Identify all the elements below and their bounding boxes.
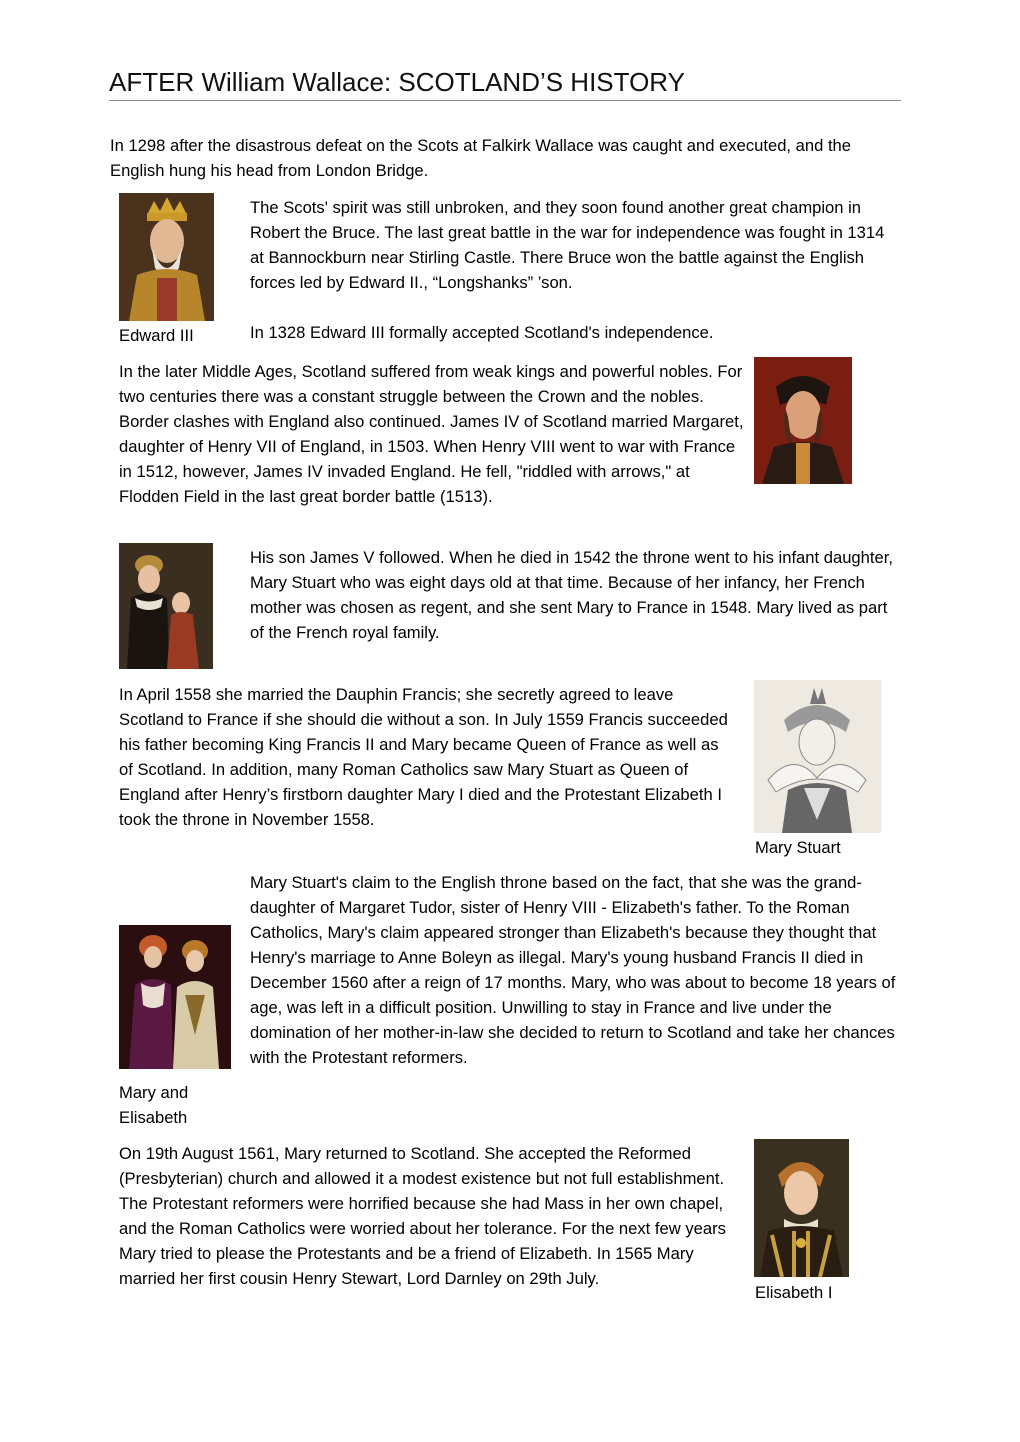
mary-and-elisabeth-caption-line2: Elisabeth (119, 1108, 188, 1127)
james-iv-portrait-image (754, 357, 852, 484)
paragraph-wallace: In 1298 after the disastrous defeat on the Scots at Falkirk Wallace was caught and executed, and the English hung his head from London Bridge. (110, 136, 852, 180)
elisabeth-i-caption: Elisabeth I (755, 1283, 833, 1302)
page-title: AFTER William Wallace: SCOTLAND’S HISTORY (109, 64, 901, 101)
paragraph-bruce: The Scots' spirit was still unbroken, and they soon found another great champion in Robert the Bruce. The last great battle in the war for independence was fought in 1314 at Bannockburn near Stirling Castle. There Bruce won the battle against the English forces led by Edward II., “Longshanks” ’son. (250, 198, 885, 292)
edward-iii-portrait-image (119, 193, 214, 321)
mary-and-elisabeth-caption-line1: Mary and (119, 1083, 189, 1102)
mary-and-elisabeth-image (119, 925, 231, 1069)
paragraph-independence: In 1328 Edward III formally accepted Scotland's independence. (250, 323, 714, 342)
paragraph-dauphin: In April 1558 she married the Dauphin Francis; she secretly agreed to leave Scotland to France if she should die without a son. In July 1559 Francis succeeded his father becoming King Francis II and Mary became Queen of France as well as of Scotland. In addition, many Roman Catholics saw Mary Stuart as Queen of England after Henry’s firstborn daughter Mary I died and the Protestant Elizabeth I took the throne in November 1558. (119, 685, 728, 829)
mother-and-infant-portrait-image (119, 543, 213, 669)
paragraph-claim: Mary Stuart's claim to the English throne based on the fact, that she was the grand-daughter of Margaret Tudor, sister of Henry VIII - Elizabeth's father. To the Roman Catholics, Mary's claim appeared stronger than Elizabeth's because they thought that Henry's marriage to Anne Boleyn as illegal. Mary's young husband Francis II died in December 1560 after a reign of 17 months. Mary, who was about to become 18 years of age, was left in a difficult position. Unwilling to stay in France and live under the domination of her mother-in-law she decided to return to Scotland and take her chances with the Protestant reformers. (250, 873, 896, 1067)
paragraph-james-v: His son James V followed. When he died in 1542 the throne went to his infant daughter, Mary Stuart who was eight days old at that time. Because of her infancy, her French mother was chosen as regent, and she sent Mary to France in 1548. Mary lived as part of the French royal family. (250, 548, 893, 642)
mary-stuart-caption: Mary Stuart (755, 838, 841, 857)
mary-stuart-portrait-image (754, 680, 881, 833)
paragraph-middle-ages: In the later Middle Ages, Scotland suffered from weak kings and powerful nobles. For two centuries there was a constant struggle between the Crown and the nobles. Border clashes with England also continued. James IV of Scotland married Margaret, daughter of Henry VII of England, in 1503. When Henry VIII went to war with France in 1512, however, James IV invaded England. He fell, "riddled with arrows," at Flodden Field in the last great border battle (1513). (119, 362, 744, 506)
elisabeth-i-portrait-image (754, 1139, 849, 1277)
edward-iii-caption: Edward III (119, 326, 194, 345)
paragraph-return: On 19th August 1561, Mary returned to Scotland. She accepted the Reformed (Presbyterian) church and allowed it a modest existence but not full establishment. The Protestant reformers were horrified because she had Mass in her own chapel, and the Roman Catholics were worried about her tolerance. For the next few years Mary tried to please the Protestants and be a friend of Elizabeth. In 1565 Mary married her first cousin Henry Stewart, Lord Darnley on 29th July. (119, 1144, 726, 1288)
